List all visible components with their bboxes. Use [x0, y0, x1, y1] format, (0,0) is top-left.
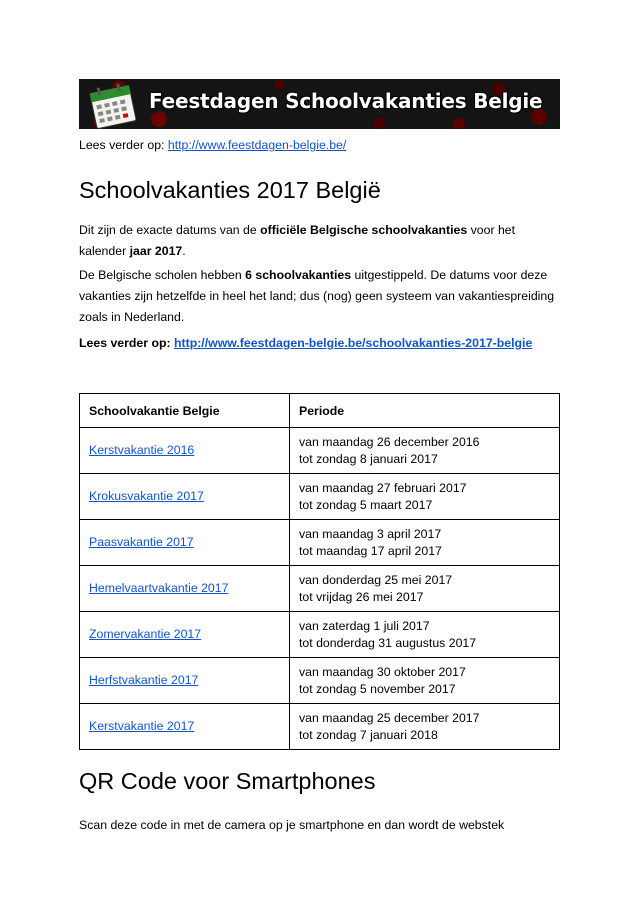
schools-text-1: De Belgische scholen hebben: [79, 268, 246, 282]
table-row: [80, 704, 560, 750]
period-end: tot zondag 5 maart 2017: [299, 497, 433, 512]
banner-title: Feestdagen Schoolvakanties Belgie: [149, 89, 543, 113]
vacation-link[interactable]: Krokusvakantie 2017: [89, 489, 204, 503]
intro-text-3: .: [182, 244, 186, 258]
period-start: van maandag 26 december 2016: [299, 434, 480, 449]
period-start: van zaterdag 1 juli 2017: [299, 618, 430, 633]
calendar-icon: [85, 81, 141, 129]
homepage-link[interactable]: http://www.feestdagen-belgie.be/: [167, 138, 347, 152]
vacation-link[interactable]: Kerstvakantie 2016: [89, 443, 195, 457]
period-end: tot zondag 5 november 2017: [299, 681, 456, 696]
table-row: [80, 428, 560, 474]
intro-text-2: voor het kalender: [79, 223, 516, 258]
vacation-link[interactable]: Kerstvakantie 2017: [89, 719, 195, 733]
period-end: tot donderdag 31 augustus 2017: [299, 635, 477, 650]
read-more-label: Lees verder op:: [79, 138, 168, 152]
period-cell: [290, 658, 560, 704]
vacation-name-cell: [80, 474, 290, 520]
site-banner[interactable]: [79, 79, 560, 129]
vacation-name-cell: [80, 658, 290, 704]
read-more-section-label: Lees verder op:: [79, 336, 174, 350]
read-more-section: [79, 333, 560, 354]
vacation-name-cell: [80, 612, 290, 658]
vacation-name-cell: [80, 704, 290, 750]
header-period: Periode: [290, 394, 560, 428]
period-cell: [290, 428, 560, 474]
period-cell: [290, 566, 560, 612]
period-start: van maandag 3 april 2017: [299, 526, 442, 541]
qr-paragraph: Scan deze code in met de camera op je smartphone en dan wordt de webstek: [79, 818, 505, 832]
period-end: tot zondag 8 januari 2017: [299, 451, 438, 466]
vacation-name-cell: [80, 566, 290, 612]
period-cell: [290, 612, 560, 658]
table-row: [80, 658, 560, 704]
schools-text-2: uitgestippeld. De datums voor deze vakanties zijn hetzelfde in heel het land; dus (nog) geen systeem van vakantiespreiding zoals in Nederland.: [79, 268, 555, 324]
read-more-top: [79, 138, 346, 152]
schools-bold: 6 schoolvakanties: [245, 268, 352, 282]
period-cell: [290, 520, 560, 566]
table-row: [80, 566, 560, 612]
intro-bold-2: jaar 2017: [129, 244, 183, 258]
intro-bold-1: officiële Belgische schoolvakanties: [260, 223, 468, 237]
table-row: [80, 520, 560, 566]
vacation-link[interactable]: Hemelvaartvakantie 2017: [89, 581, 229, 595]
period-start: van maandag 25 december 2017: [299, 710, 480, 725]
vacation-link[interactable]: Herfstvakantie 2017: [89, 673, 199, 687]
period-start: van maandag 27 februari 2017: [299, 480, 467, 495]
vacation-link[interactable]: Paasvakantie 2017: [89, 535, 194, 549]
period-start: van donderdag 25 mei 2017: [299, 572, 453, 587]
header-vacation: Schoolvakantie Belgie: [80, 394, 290, 428]
period-cell: [290, 704, 560, 750]
intro-paragraph: [79, 220, 560, 262]
period-cell: [290, 474, 560, 520]
table-header-row: [80, 394, 560, 428]
period-end: tot zondag 7 januari 2018: [299, 727, 438, 742]
table-row: [80, 474, 560, 520]
period-end: tot vrijdag 26 mei 2017: [299, 589, 424, 604]
period-end: tot maandag 17 april 2017: [299, 543, 442, 558]
schoolvakanties-link[interactable]: http://www.feestdagen-belgie.be/schoolvakanties-2017-belgie: [174, 336, 533, 350]
period-start: van maandag 30 oktober 2017: [299, 664, 466, 679]
intro-text-1: Dit zijn de exacte datums van de: [79, 223, 261, 237]
section-title-qr: QR Code voor Smartphones: [79, 768, 376, 794]
schools-paragraph: [79, 265, 560, 328]
vacation-link[interactable]: Zomervakantie 2017: [89, 627, 202, 641]
vacation-name-cell: [80, 428, 290, 474]
vacation-table: [79, 393, 560, 750]
vacation-name-cell: [80, 520, 290, 566]
section-title-schoolvakanties: Schoolvakanties 2017 België: [79, 177, 381, 203]
table-row: [80, 612, 560, 658]
